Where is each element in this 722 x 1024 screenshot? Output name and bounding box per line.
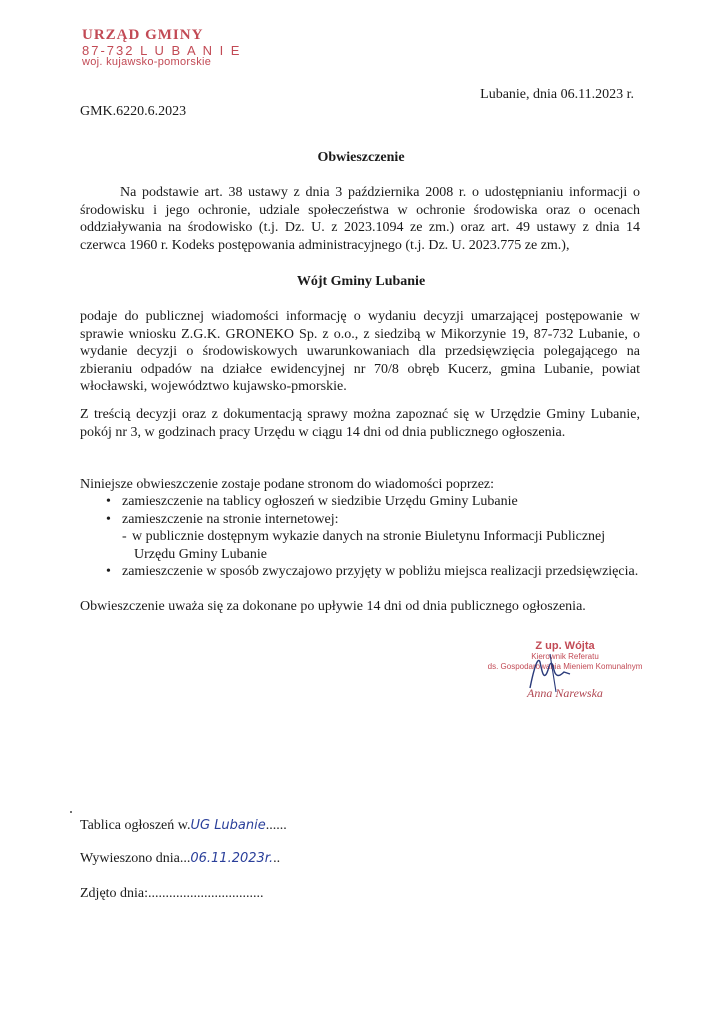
list-item: • zamieszczenie w sposób zwyczajowo przyjęty w pobliżu miejsca realizacji przedsięwzięcia.: [80, 563, 640, 581]
posted-value: 06.11.2023r.: [190, 851, 274, 866]
subitem-text-1: w publicznie dostępnym wykazie danych na stronie Biuletynu Informacji Publicznej: [132, 529, 606, 544]
office-stamp: [82, 28, 241, 69]
board-value: UG Lubanie: [190, 818, 266, 833]
notification-list: [80, 493, 640, 581]
place-date: Lubanie, dnia 06.11.2023 r.: [480, 87, 634, 102]
board-dots: ......: [265, 818, 287, 833]
signature-line-2: Kierownik Referatu: [531, 652, 599, 661]
removed-label: Zdjęto dnia:: [80, 886, 149, 901]
stamp-line-3: woj. kujawsko-pomorskie: [82, 56, 212, 69]
document-title: Obwieszczenie: [317, 150, 405, 165]
posted-field: [80, 851, 280, 867]
decision-paragraph: podaje do publicznej wiadomości informację o wydaniu decyzji umarzającej postępowanie w sprawie wniosku Z.G.K. GRONEKO Sp. z o.o., z siedzibą w Mikorzynie 19, 87-732 Lubanie, o wydanie decyzji o środowiskowych uwarunkowaniach dla przedsięwzięcia polegającego na zbieraniu odpadów na działce ewidencyjnej nr 70/8 obręb Kucerz, gmina Lubanie, powiat włocławski, województwo kujawsko-pmorskie.: [80, 309, 640, 394]
signatory-name: Anna Narewska: [527, 686, 603, 700]
board-label: Tablica ogłoszeń w.: [80, 818, 191, 833]
removed-field: [80, 886, 264, 902]
board-field: [80, 818, 287, 834]
access-paragraph: Z treścią decyzji oraz z dokumentacją sprawy można zapoznać się w Urzędzie Gminy Lubanie, pokój nr 3, w godzinach pracy Urzędu w ciągu 14 dni od dnia publicznego ogłoszenia.: [80, 407, 640, 440]
signature-line-1: Z up. Wójta: [535, 640, 595, 652]
posted-dots-b: ..: [273, 851, 281, 866]
margin-mark: [70, 811, 72, 813]
handwritten-signature: [520, 648, 580, 696]
posted-dots-a: ...: [179, 851, 191, 866]
list-item: • zamieszczenie na stronie internetowej:: [80, 511, 640, 529]
signature-line-3: ds. Gospodarowania Mieniem Komunalnym: [487, 662, 643, 671]
subitem-text-2: Urzędu Gminy Lubanie: [134, 546, 267, 562]
stamp-line-1: URZĄD GMINY: [82, 27, 204, 43]
list-item: • zamieszczenie na tablicy ogłoszeń w siedzibie Urzędu Gminy Lubanie: [80, 493, 640, 511]
removed-dots: .................................: [148, 886, 264, 901]
reference-number: GMK.6220.6.2023: [80, 104, 187, 119]
stamp-line-2: 87-732 L U B A N I E: [82, 42, 242, 58]
posted-label: Wywieszono dnia: [80, 851, 180, 866]
issuer-title: Wójt Gminy Lubanie: [296, 274, 426, 289]
legal-basis-paragraph: Na podstawie art. 38 ustawy z dnia 3 października 2008 r. o udostępnianiu informacji o środowisku i jego ochronie, udziale społeczeństwa w ochronie środowiska oraz o ocenach oddziaływania na środowisko (t.j. Dz. U. z 2023.1094 ze zm.) oraz art. 49 ustawy z dnia 14 czerwca 1960 r. Kodeks postępowania administracyjnego (t.j. Dz. U. 2023.775 ze zm.),: [80, 185, 640, 253]
list-subitem: - w publicznie dostępnym wykazie danych na stronie Biuletynu Informacji Publicznej Urzędu Gminy Lubanie: [80, 528, 640, 563]
notification-intro: Niniejsze obwieszczenie zostaje podane stronom do wiadomości poprzez:: [80, 477, 495, 492]
effect-paragraph: Obwieszczenie uważa się za dokonane po upływie 14 dni od dnia publicznego ogłoszenia.: [80, 599, 586, 614]
